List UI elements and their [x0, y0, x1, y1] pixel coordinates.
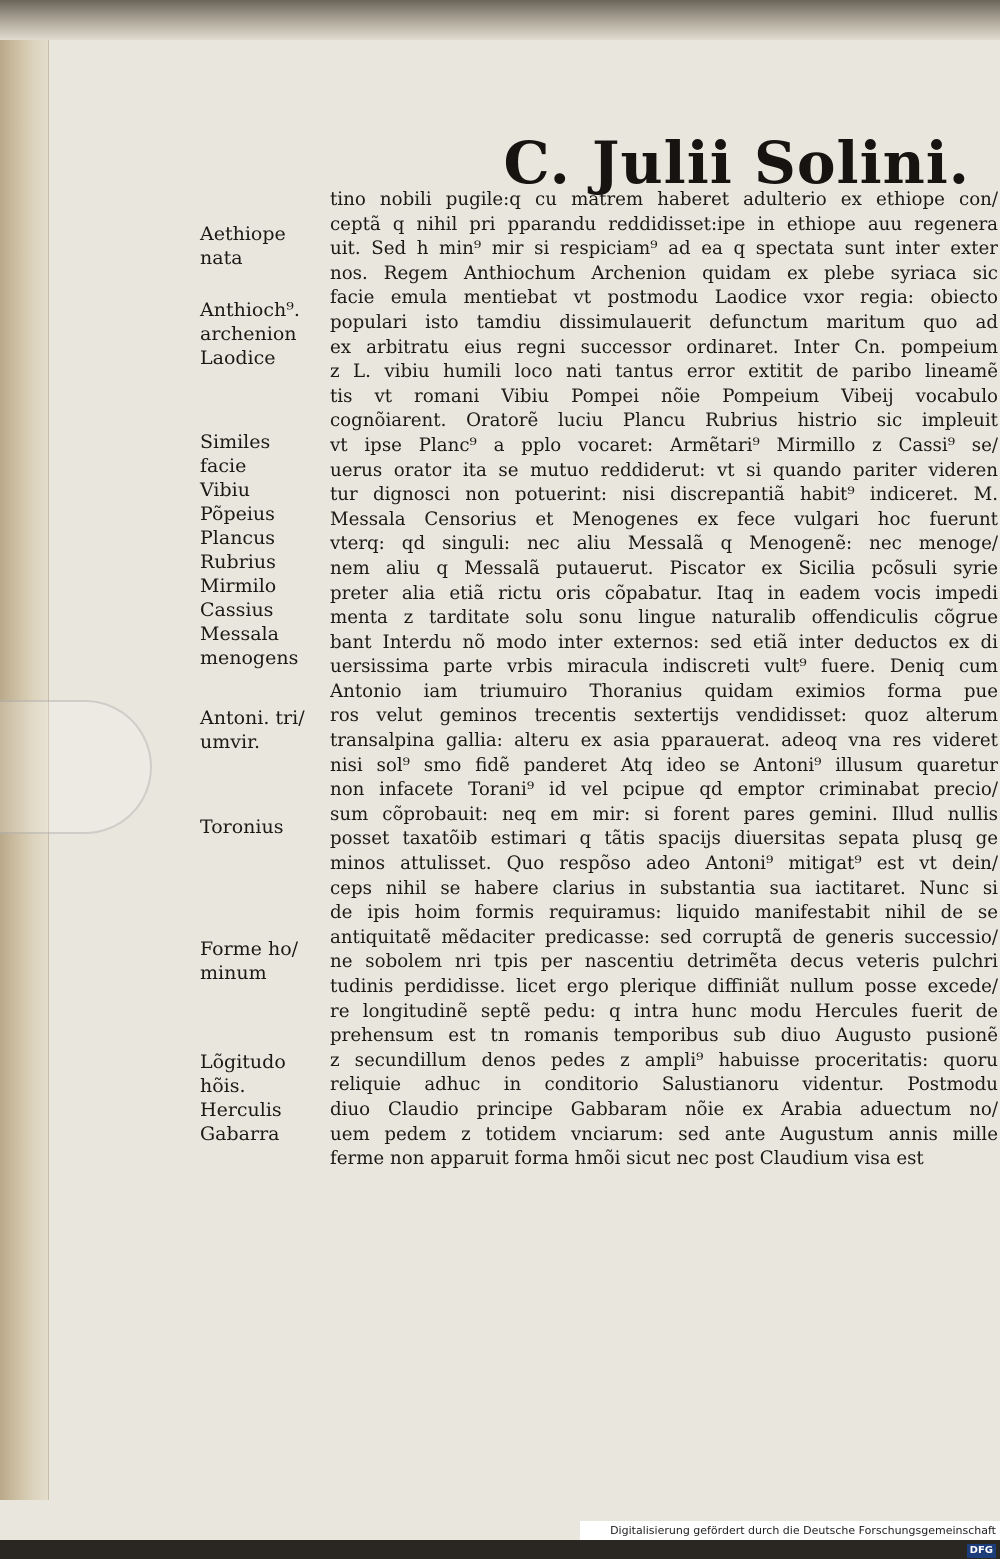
text-line: uem pedem z totidem vnciarum: sed ante Augustum annis mille: [330, 1123, 998, 1145]
text-line: menta z tarditate solu sonu lingue naturalib offendiculis cõgrue: [330, 607, 998, 629]
margin-note: Similes: [200, 431, 271, 453]
footer-credit: [580, 1521, 1000, 1556]
margin-note: facie: [200, 455, 247, 477]
page-clip: [0, 700, 152, 834]
margin-note: nata: [200, 247, 243, 269]
text-line: Messala Censorius et Menogenes ex fece vulgari hoc fuerunt: [330, 508, 998, 530]
text-line: posset taxatõib estimari q tãtis spacijs diuersitas sepata plusq ge: [330, 828, 998, 850]
margin-note: Plancus: [200, 527, 276, 549]
dfg-logo: DFG: [967, 1544, 996, 1558]
margin-note: Laodice: [200, 347, 276, 369]
text-line: uerus orator ita se mutuo reddiderut: vt si quando pariter videren: [330, 459, 998, 481]
margin-note: Anthioch⁹.: [200, 299, 300, 321]
text-line: ferme non apparuit forma hmõi sicut nec post Claudium visa est: [330, 1148, 924, 1170]
text-line: uersissima parte vrbis miracula indiscreti vult⁹ fuere. Deniq cum: [330, 656, 998, 678]
text-line: bant Interdu nõ modo inter externos: sed etiã inter deductos ex di: [330, 631, 998, 653]
text-line: ros velut geminos trecentis sextertijs vendidisset: quoz alterum: [330, 705, 998, 727]
margin-note: Mirmilo: [200, 575, 277, 597]
text-line: tis vt romani Vibiu Pompei nõie Pompeium Vibeij vocabulo: [330, 385, 998, 407]
text-line: nos. Regem Anthiochum Archenion quidam ex plebe syriaca sic: [330, 262, 998, 284]
text-line: cognõiarent. Oratorẽ luciu Plancu Rubrius histrio sic impleuit: [330, 410, 998, 432]
text-line: z L. vibiu humili loco nati tantus error extitit de paribo lineamẽ: [330, 361, 998, 383]
text-line: non infacete Torani⁹ id vel pcipue qd emptor criminabat precio/: [330, 779, 998, 801]
footer-credit-text: Digitalisierung gefördert durch die Deutsche Forschungsgemeinschaft: [610, 1524, 996, 1537]
text-line: Antonio iam triumuiro Thoranius quidam eximios forma pue: [330, 680, 998, 702]
text-line: ceptã q nihil pri pparandu reddidisset:ipe in ethiope auu regenera: [330, 213, 998, 235]
text-line: facie emula mentiebat vt postmodu Laodice vxor regia: obiecto: [330, 287, 998, 309]
text-line: tur dignosci non potuerint: nisi discrepantiã habit⁹ indiceret. M.: [330, 484, 998, 506]
text-line: reliquie adhuc in conditorio Salustianoru videntur. Postmodu: [330, 1074, 998, 1096]
text-line: re longitudinẽ septẽ pedu: q intra hunc modu Hercules fuerit de: [330, 1000, 998, 1022]
margin-note: Herculis: [200, 1099, 282, 1121]
margin-note: Messala: [200, 623, 279, 645]
text-line: ceps nihil se habere clarius in substantia sua iactitaret. Nunc si: [330, 877, 998, 899]
text-line: uit. Sed h min⁹ mir si respiciam⁹ ad ea q spectata sunt inter exter: [330, 238, 998, 260]
margin-note: Antoni. tri/: [200, 707, 305, 729]
text-line: tudinis perdidisse. licet ergo plerique diffiniãt nullum posse excede/: [330, 976, 998, 997]
text-line: tino nobili pugile:q cu matrem haberet adulterio ex ethiope con/: [330, 189, 998, 210]
text-line: nisi sol⁹ smo fidẽ panderet Atq ideo se Antoni⁹ illusum quaretur: [330, 754, 998, 776]
text-line: minos attulisset. Quo respõso adeo Antoni⁹ mitigat⁹ est vt dein/: [330, 853, 998, 875]
margin-note: archenion: [200, 323, 297, 345]
margin-note: menogens: [200, 647, 299, 669]
page-top-shadow: [0, 0, 1000, 40]
margin-note: Gabarra: [200, 1123, 280, 1145]
text-line: ex arbitratu eius regni successor ordinaret. Inter Cn. pompeium: [330, 336, 998, 358]
margin-note: Põpeius: [200, 503, 275, 525]
margin-note: Rubrius: [200, 551, 276, 573]
margin-note: Forme ho/: [200, 938, 299, 960]
margin-note: hõis.: [200, 1075, 246, 1097]
main-text: [330, 188, 998, 1172]
margin-note: Vibiu: [200, 479, 250, 501]
text-line: nem aliu q Messalã putauerut. Piscator ex Sicilia pcõsuli syrie: [330, 557, 998, 579]
margin-note: Aethiope: [200, 223, 286, 245]
text-line: diuo Claudio principe Gabbaram nõie ex Arabia aduectum no/: [330, 1098, 998, 1120]
text-line: antiquitatẽ mẽdaciter predicasse: sed corruptã de generis successio/: [330, 926, 998, 948]
text-line: populari isto tamdiu dissimulauerit defunctum maritum quo ad: [330, 311, 998, 333]
text-line: vt ipse Planc⁹ a pplo vocaret: Armẽtari⁹ Mirmillo z Cassi⁹ se/: [330, 434, 998, 456]
text-line: ne sobolem nri tpis per nascentiu detrimẽta decus veteris pulchri: [330, 951, 998, 973]
page-title: C. Julii Solini.: [503, 129, 970, 197]
text-line: vterq: qd singuli: nec aliu Messalã q Menogenẽ: nec menoge/: [330, 533, 998, 555]
margin-note: Lõgitudo: [200, 1051, 286, 1073]
text-line: z secundillum denos pedes z ampli⁹ habuisse proceritatis: quoru: [330, 1049, 998, 1071]
text-line: sum cõprobauit: neq em mir: si forent pares gemini. Illud nullis: [330, 803, 998, 825]
margin-note: umvir.: [200, 731, 261, 753]
margin-note: minum: [200, 962, 267, 984]
margin-note: Toronius: [200, 816, 284, 838]
text-line: prehensum est tn romanis temporibus sub diuo Augusto pusionẽ: [330, 1025, 998, 1047]
text-line: transalpina gallia: alteru ex asia pparauerat. adeoq vna res videret: [330, 730, 998, 752]
text-line: preter alia etiã rictu oris cõpabatur. Itaq in eadem vocis impedi: [330, 582, 998, 604]
margin-note: Cassius: [200, 599, 274, 621]
text-line: de ipis hoim formis requiramus: liquido manifestabit nihil de se: [330, 902, 998, 924]
